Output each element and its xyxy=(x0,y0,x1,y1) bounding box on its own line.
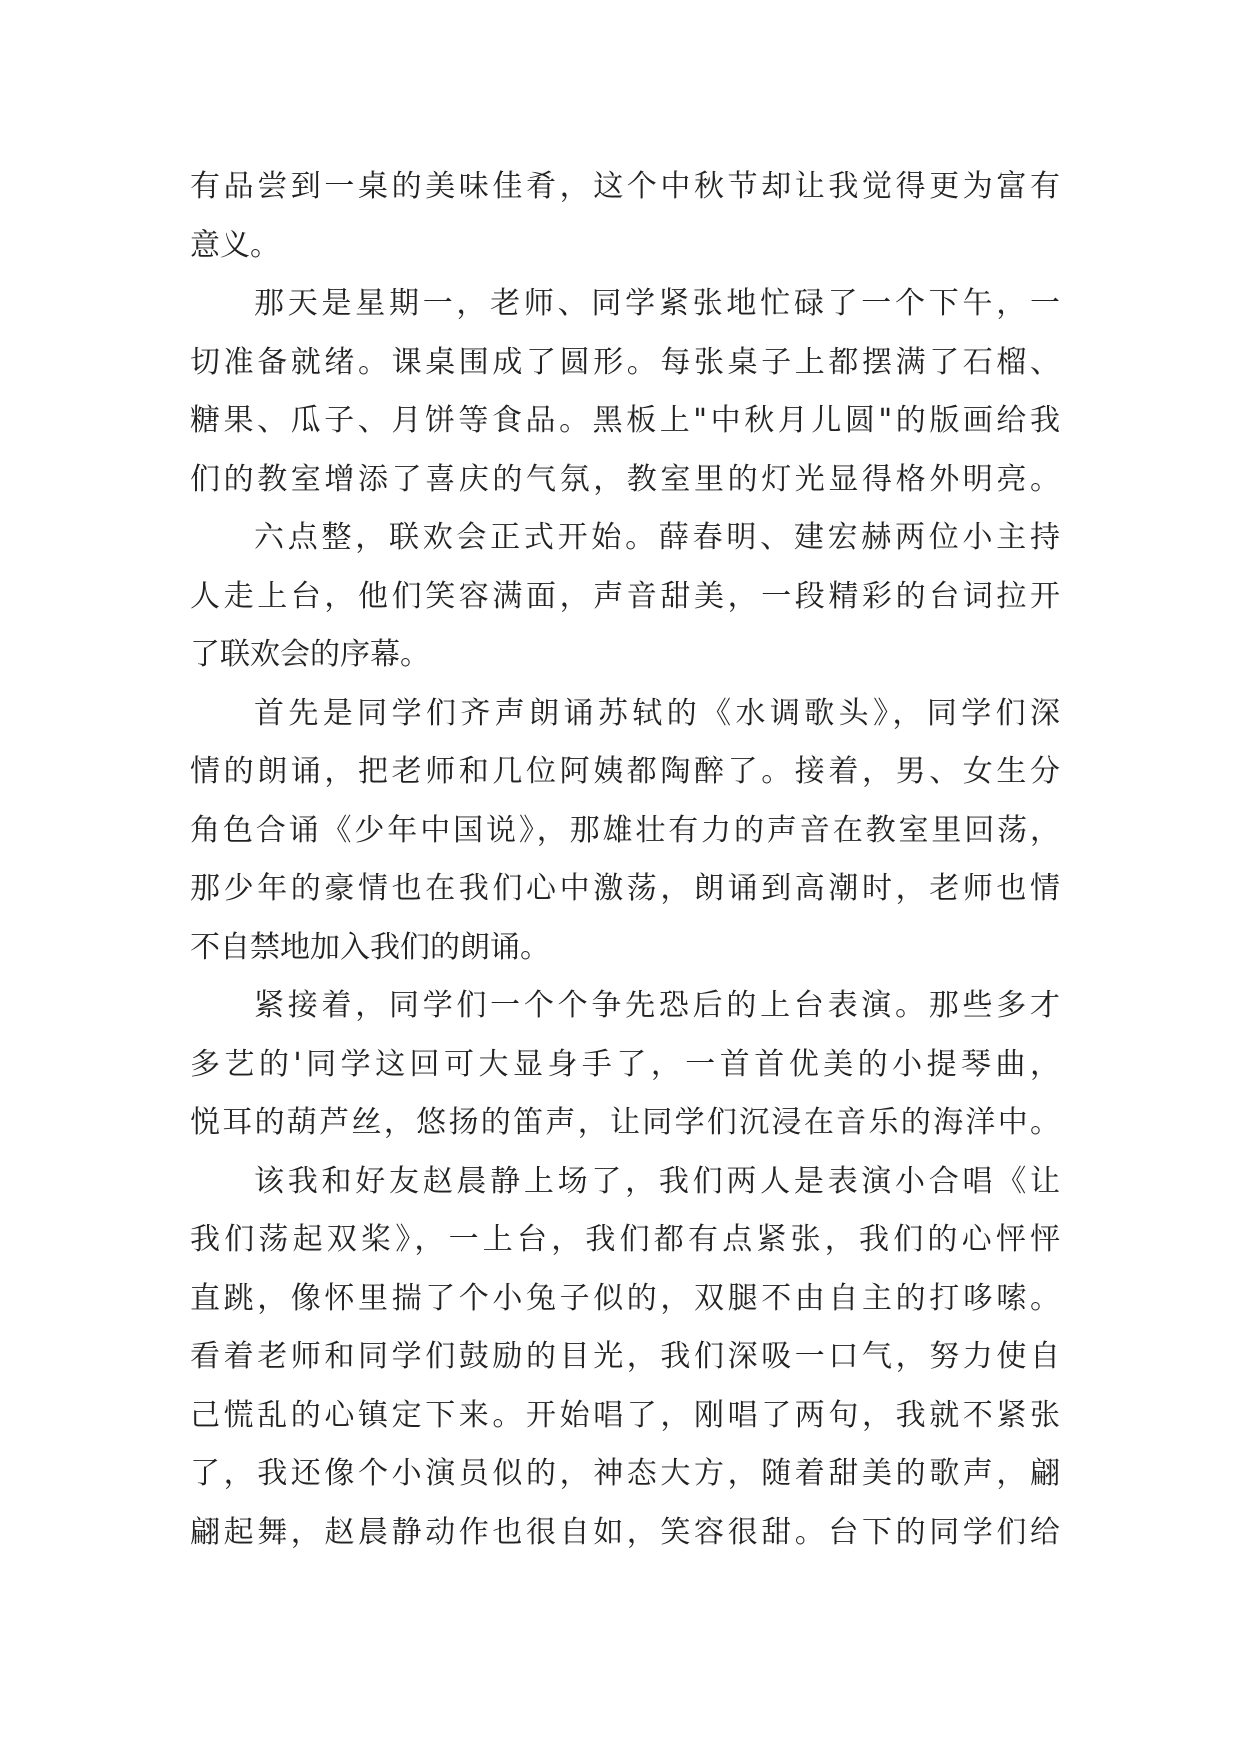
text-line: 们的教室增添了喜庆的气氛，教室里的灯光显得格外明亮。 xyxy=(190,461,1060,497)
paragraph-first-line: 紧接着，同学们一个个争先恐后的上台表演。那些多才 xyxy=(254,988,1060,1023)
text-line: 意义。 xyxy=(190,227,280,263)
text-line: 情的朗诵，把老师和几位阿姨都陶醉了。接着，男、女生分 xyxy=(190,754,1060,789)
text-line: 不自禁地加入我们的朗诵。 xyxy=(190,929,550,965)
text-line: 看着老师和同学们鼓励的目光，我们深吸一口气，努力使自 xyxy=(190,1339,1060,1374)
text-line: 切准备就绪。课桌围成了圆形。每张桌子上都摆满了石榴、 xyxy=(190,344,1060,380)
text-line: 人走上台，他们笑容满面，声音甜美，一段精彩的台词拉开 xyxy=(190,578,1060,614)
paragraph-first-line: 那天是星期一，老师、同学紧张地忙碌了一个下午，一 xyxy=(254,286,1060,321)
text-line: 多艺的'同学这回可大显身手了，一首首优美的小提琴曲， xyxy=(190,1046,1060,1082)
text-line: 糖果、瓜子、月饼等食品。黑板上"中秋月儿圆"的版画给我 xyxy=(190,403,1060,438)
text-line: 有品尝到一桌的美味佳肴，这个中秋节却让我觉得更为富有 xyxy=(190,169,1060,204)
paragraph-first-line: 首先是同学们齐声朗诵苏轼的《水调歌头》，同学们深 xyxy=(254,695,1060,731)
text-line: 己慌乱的心镇定下来。开始唱了，刚唱了两句，我就不紧张 xyxy=(190,1397,1060,1433)
text-line: 翩起舞，赵晨静动作也很自如，笑容很甜。台下的同学们给 xyxy=(190,1514,1060,1550)
text-line: 了联欢会的序幕。 xyxy=(190,637,430,672)
document-body-text xyxy=(190,158,1060,1562)
paragraph-first-line: 六点整，联欢会正式开始。薛春明、建宏赫两位小主持 xyxy=(254,520,1060,555)
text-line: 了，我还像个小演员似的，神态大方，随着甜美的歌声，翩 xyxy=(190,1456,1060,1491)
text-line: 角色合诵《少年中国说》，那雄壮有力的声音在教室里回荡， xyxy=(190,812,1060,848)
text-line: 我们荡起双桨》，一上台，我们都有点紧张，我们的心怦怦 xyxy=(190,1222,1060,1257)
paragraph-first-line: 该我和好友赵晨静上场了，我们两人是表演小合唱《让 xyxy=(254,1163,1060,1199)
text-line: 直跳，像怀里揣了个小兔子似的，双腿不由自主的打哆嗦。 xyxy=(190,1280,1060,1316)
text-line: 那少年的豪情也在我们心中激荡，朗诵到高潮时，老师也情 xyxy=(190,871,1060,906)
text-line: 悦耳的葫芦丝，悠扬的笛声，让同学们沉浸在音乐的海洋中。 xyxy=(190,1105,1060,1140)
